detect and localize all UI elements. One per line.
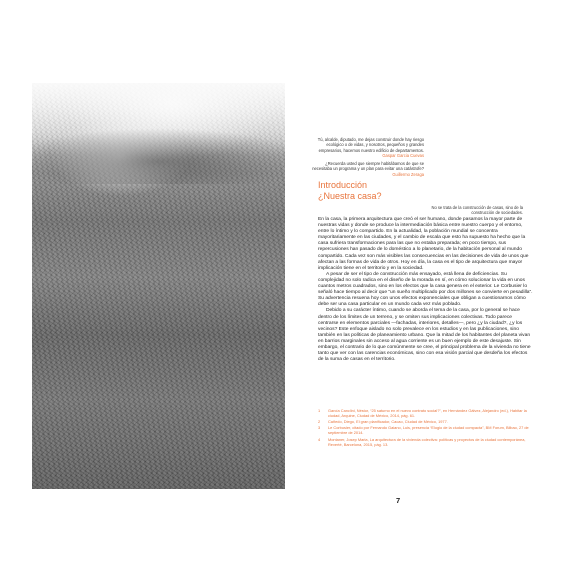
footnote-text: Le Corbusier, citado por Fernando Gaiano, Luis, presencia “Elogio de la ciudad compacta”, BM Forum, Bilbao, 27 de septiembre de 2014. <box>328 425 529 436</box>
footnote-text: García Canclini, Néstor, “25 saturno en el nuevo contrato social?”, en Hernández Gálvez, Alejandro (ed.), Habitar la ciudad, Arquine, Ciudad de México, 2014, pág. 61. <box>328 408 527 418</box>
epigraph-line: Tú, alcalde, diputado, me dejas construir donde hay riesgo <box>317 137 424 142</box>
footnote-number: 1 <box>318 408 321 413</box>
chapter-heading <box>318 180 382 201</box>
footnote-text: Montaner, Josep Maria, La arquitectura de la vivienda colectiva: políticas y proyectos de la ciudad contemporánea, Reverté, Barcelona, 2015, pág. 13. <box>328 436 526 447</box>
body-paragraph: En la casa, la primera arquitectura que creó el ser humano, donde pasamos la mayor parte de nuestras vidas y donde se produce la intermediación básica entre nuestro cuerpo y el entorno, entre lo íntimo y lo compartido. En la actualidad, la población mundial se concentra mayoritariamente en las ciudades, y el cambio de escala que esto ha supuesto ha hecho que la casa sufriera transformaciones para las que no estaba preparada; en poco tiempo, sus repercusiones han pasado de lo doméstico a lo planetario, de la habitación personal al mundo compartido. Cada vez son más visibles las consecuencias en las decisiones de vida de unos que afectan a las formas de vida de otros. Hoy en día, la casa es el tipo de arquitectura que mayor implicación tiene en el territorio y en la sociedad. <box>318 217 529 271</box>
epigraph-source: Guillermo Zeraga <box>392 171 424 177</box>
footnotes <box>318 408 533 448</box>
page-number: 7 <box>396 496 401 505</box>
footnote-number: 3 <box>318 425 321 431</box>
footnote-text: Cañedo, Diego, El gran planificador, Cacao, Ciudad de México, 1977. <box>328 419 448 425</box>
epigraph-2 <box>264 161 424 177</box>
footnote-number: 4 <box>318 436 321 442</box>
chapter-subtitle: ¿Nuestra casa? <box>318 190 382 201</box>
body-paragraph: A pesar de ser el tipo de construcción más ensayado, está llena de deficiencias. Su complejidad no solo radica en el diseño de la morada en sí, en cómo solucionar la vida en unos cuantos metros cuadrados, sino en los efectos que la casa genera en el exterior. Le Corbusier lo señaló hace tiempo al decir que “un sueño multiplicado por dos millones se convierte en pesadilla”. Su advertencia resuena hoy con unos efectos exponenciales que obligan a cuestionarnos cómo debe ser una casa particular en un mundo cada vez más poblado. <box>318 271 533 308</box>
epigraph-line: empresarios, hacemos nuestro edificio de departamentos. <box>318 147 424 153</box>
photo-mountain-ridge <box>32 128 285 185</box>
footnote <box>318 437 533 447</box>
footnote <box>318 425 533 435</box>
footnote-number: 2 <box>318 419 321 425</box>
epigraph-1 <box>264 137 424 159</box>
chapter-title: Introducción <box>318 180 368 190</box>
aerial-city-photo <box>32 83 285 489</box>
footnote <box>318 408 533 418</box>
epigraph-line: necesitaba un programa y un plan para evitar una catástrofe? <box>312 166 424 172</box>
epigraph-source: Gaspar Garcia Cuevas <box>382 153 424 159</box>
epigraph-line: ¿Recuerda usted que siempre habitábamos de que se <box>325 161 424 166</box>
epigraph-line: ecológico o de vidas, y nosotros, pequeños y grandes <box>326 142 424 148</box>
body-paragraph: Debido a su carácter íntimo, cuando se aborda el tema de la casa, por lo general se hace dentro de los límites de un terreno, y se omiten sus implicaciones colectivas. Todo parece centrarse en elementos parciales —fachadas, interiores, detalles—, pero ¿y la ciudad?, ¿y los vecinos? Este enfoque aislado no solo prevalece en los estudios y en las publicaciones, sino también en las políticas de planeamiento urbano. Que la mitad de los habitantes del planeta vivan en barrios marginales sin acceso al agua corriente es un buen ejemplo de este desajuste. Sin embargo, el contrario de lo que comúnmente se cree, el principal problema de la vivienda no tiene tanto que ver con las carencias económicas, sino con esa visión parcial que desdeña los efectos de la suma de casas en el territorio. <box>318 308 531 363</box>
body-text <box>318 217 533 363</box>
footnote <box>318 419 533 424</box>
side-note: No se trata de la construcción de casas, sino de la construcción de sociedades. <box>431 205 523 216</box>
